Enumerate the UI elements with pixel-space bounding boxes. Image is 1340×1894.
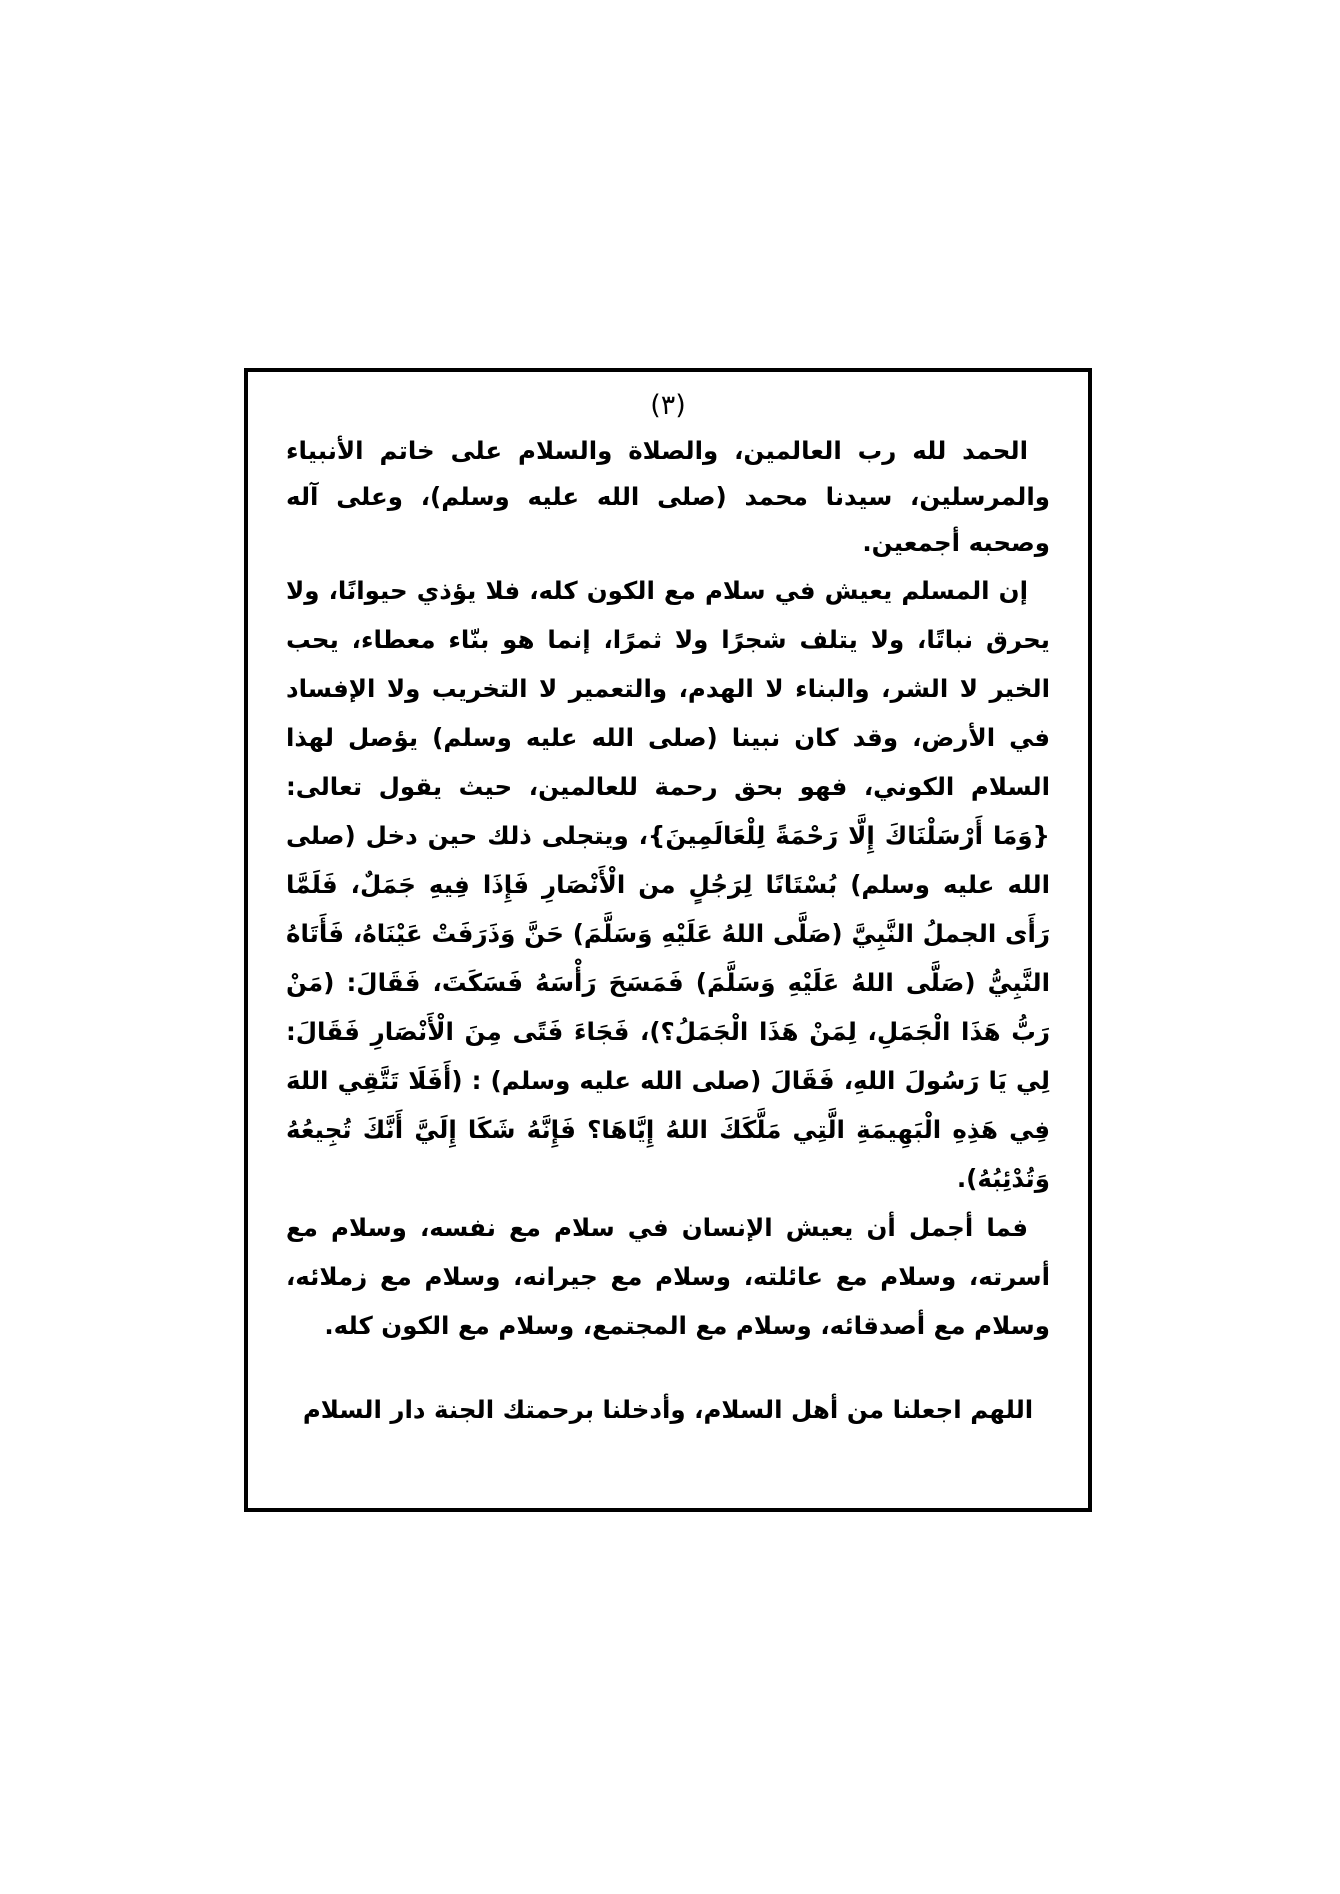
page-border-frame (244, 368, 1092, 1512)
page-number: (٣) (650, 390, 686, 421)
document-body (286, 388, 1050, 1430)
peace-paragraph: فما أجمل أن يعيش الإنسان في سلام مع نفسه، وسلام مع أسرته، وسلام مع عائلته، وسلام مع جيرانه، وسلام مع زملائه، وسلام مع أصدقائه، وسلام مع المجتمع، وسلام مع الكون كله. (286, 1213, 1050, 1340)
main-paragraph: إن المسلم يعيش في سلام مع الكون كله، فلا يؤذي حيوانًا، ولا يحرق نباتًا، ولا يتلف شجرًا ولا ثمرًا، إنما هو بنّاء معطاء، يحب الخير لا الشر، والبناء لا الهدم، والتعمير لا التخريب ولا الإفساد في الأرض، وقد كان نبينا (صلى الله عليه وسلم) يؤصل لهذا السلام الكوني، فهو بحق رحمة للعالمين، حيث يقول تعالى: {وَمَا أَرْسَلْنَاكَ إِلَّا رَحْمَةً لِلْعَالَمِينَ}، ويتجلى ذلك حين دخل (صلى الله عليه وسلم) بُسْتَانًا لِرَجُلٍ من الْأَنْصَارِ فَإِذَا فِيهِ جَمَلٌ، فَلَمَّا رَأَى الجملُ النَّبِيَّ (صَلَّى اللهُ عَلَيْهِ وَسَلَّمَ) حَنَّ وَذَرَفَتْ عَيْنَاهُ، فَأَتَاهُ النَّبِيُّ (صَلَّى اللهُ عَلَيْهِ وَسَلَّمَ) فَمَسَحَ رَأْسَهُ فَسَكَتَ، فَقَالَ: (مَنْ رَبُّ هَذَا الْجَمَلِ، لِمَنْ هَذَا الْجَمَلُ؟)، فَجَاءَ فَتًى مِنَ الْأَنْصَارِ فَقَالَ: لِي يَا رَسُولَ اللهِ، فَقَالَ (صلى الله عليه وسلم) : (أَفَلَا تَتَّقِي اللهَ فِي هَذِهِ الْبَهِيمَةِ الَّتِي مَلَّكَكَ اللهُ إِيَّاهَا؟ فَإِنَّهُ شَكَا إِلَيَّ أَنَّكَ تُجِيعُهُ وَتُدْئِبُهُ). (286, 576, 1050, 1193)
opening-paragraph: الحمد لله رب العالمين، والصلاة والسلام على خاتم الأنبياء والمرسلين، سيدنا محمد (صلى الله عليه وسلم)، وعلى آله وصحبه أجمعين. (286, 436, 1050, 557)
closing-supplication: اللهم اجعلنا من أهل السلام، وأدخلنا برحمتك الجنة دار السلام (302, 1395, 1034, 1424)
